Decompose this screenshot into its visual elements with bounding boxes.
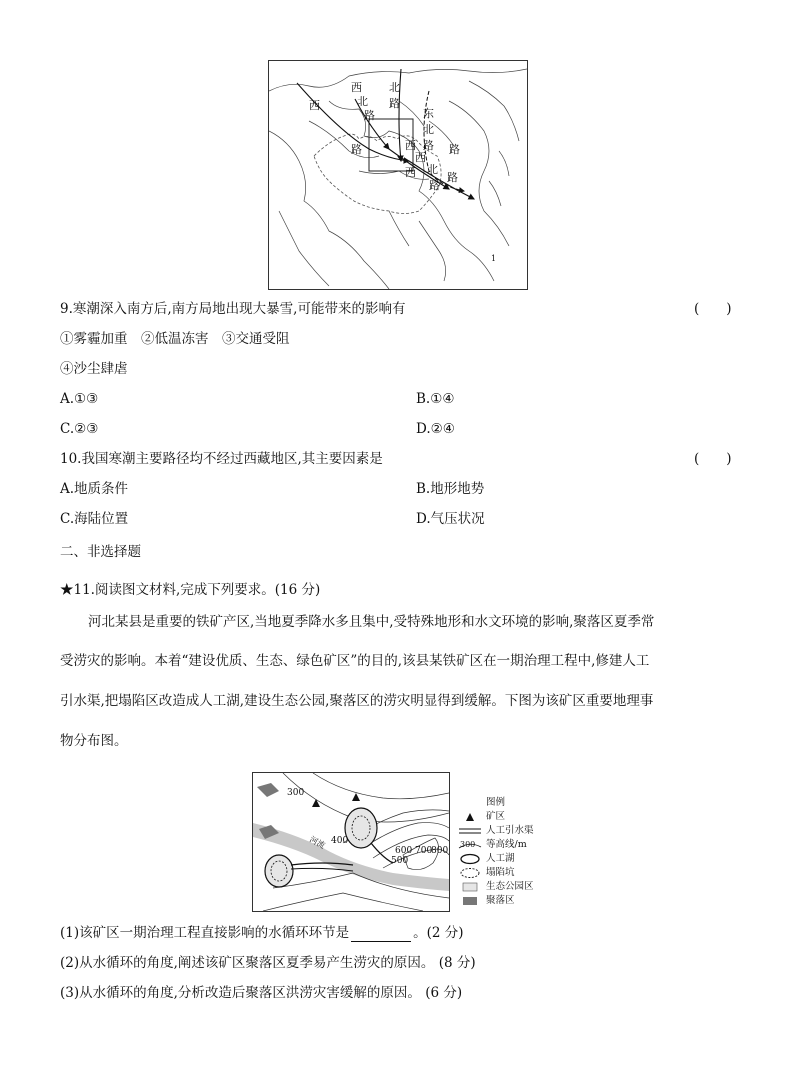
q11-sub1 [60,924,464,942]
legend-row-canal [458,824,558,838]
map1-label: 西 [405,139,416,152]
pit-icon [458,867,482,879]
q10-option-c: C.海陆位置 [60,511,129,527]
legend-label-contour: 等高线/m [486,839,527,850]
map-legend [458,796,558,908]
park-icon [458,881,482,893]
q11-paragraph-line: 引水渠,把塌陷区改造成人工湖,建设生态公园,聚落区的涝灾明显得到缓解。下图为该矿区重要地理事 [60,693,654,709]
legend-row-park [458,880,558,894]
q11-paragraph-line: 物分布图。 [60,733,128,749]
q10-option-b: B.地形地势 [416,481,485,497]
legend-contour-sample: 300 [460,840,476,849]
cold-wave-map-svg [269,61,527,289]
map1-label: 西 [415,151,426,164]
map1-label: 北 [389,81,400,94]
map1-label: 路 [389,97,400,110]
mine-icon [352,793,360,801]
contour-icon [458,839,482,851]
q11-paragraph-line: 受涝灾的影响。本着“建设优质、生态、绿色矿区”的目的,该县某铁矿区在一期治理工程中,修建人工 [60,653,650,669]
q10-stem: 10.我国寒潮主要路径均不经过西藏地区,其主要因素是 [60,451,383,467]
q9-option-d: D.②④ [416,421,455,437]
legend-row-pit [458,866,558,880]
map1-label: 西 [309,99,320,112]
map1-label: 路 [429,179,440,192]
canal-icon [458,825,482,837]
settlement-area [257,783,279,797]
map1-label: 路 [423,139,434,152]
lake-icon [458,853,482,865]
contour-label: 800 [431,846,449,856]
q9-answer-paren: ( ) [694,301,732,317]
q9-option-a: A.①③ [60,391,99,407]
artificial-lake [345,808,377,848]
q9-items-line2: ④沙尘肆虐 [60,361,128,377]
legend-label-canal: 人工引水渠 [486,825,534,836]
contour-label: 600 [395,846,413,856]
legend-label-park: 生态公园区 [486,881,534,892]
map1-label: 路 [351,143,362,156]
legend-label-pit: 塌陷坑 [486,867,515,878]
map1-label: 路 [364,109,375,122]
map1-label: 东 [423,107,434,120]
contour-label: 400 [331,836,349,846]
contour-label: 300 [287,788,305,798]
map1-label: 路 [449,143,460,156]
q9-stem: 9.寒潮深入南方后,南方局地出现大暴雪,可能带来的影响有 [60,301,406,317]
q11-sub2: (2)从水循环的角度,阐述该矿区聚落区夏季易产生涝灾的原因。 (8 分) [60,955,476,971]
q11-paragraph-line: 河北某县是重要的铁矿产区,当地夏季降水多且集中,受特殊地形和水文环境的影响,聚落区夏季常 [88,614,655,630]
mine-area-map-svg [253,773,449,911]
q9-option-c: C.②③ [60,421,99,437]
map1-label: 北 [427,163,438,176]
map1-label: 路 [447,171,458,184]
q11-sub3: (3)从水循环的角度,分析改造后聚落区洪涝灾害缓解的原因。 (6 分) [60,985,463,1001]
legend-label-lake: 人工湖 [486,853,515,864]
east-path-arrow [409,161,474,199]
legend-label-settlement: 聚落区 [486,895,515,906]
mine-icon [312,799,320,807]
legend-row-settlement [458,894,558,908]
q9-items-line1: ①雾霾加重 ②低温冻害 ③交通受阻 [60,331,290,347]
contour-label: 700 [415,846,433,856]
q11-sub1-score: 。(2 分) [413,925,464,941]
q11-sub1-text: (1)该矿区一期治理工程直接影响的水循环环节是 [60,925,350,941]
legend-label-mine: 矿区 [486,811,506,822]
map1-label: 西 [351,81,362,94]
map1-label: 北 [423,123,434,136]
legend-row-mine [458,810,558,824]
q9-option-b: B.①④ [416,391,455,407]
legend-row-lake [458,852,558,866]
legend-title: 图例 [486,797,506,808]
mine-icon [458,811,482,823]
mine-area-map [252,772,450,912]
answer-blank[interactable] [351,927,411,942]
river-label: 河流 [308,834,327,851]
q10-answer-paren: ( ) [694,451,732,467]
artificial-lake [265,855,293,887]
map1-label: 1 [491,254,497,263]
map1-label: 北 [357,95,368,108]
legend-row-contour [458,838,558,852]
section-heading: 二、非选择题 [60,544,141,560]
settlement-icon [458,895,482,907]
canal [371,843,393,863]
cold-wave-map [268,60,528,290]
contour-label: 500 [391,856,409,866]
q11-stem: ★11.阅读图文材料,完成下列要求。(16 分) [60,582,321,598]
map1-label: 西 [405,166,416,179]
q10-option-d: D.气压状况 [416,511,485,527]
q10-option-a: A.地质条件 [60,481,129,497]
